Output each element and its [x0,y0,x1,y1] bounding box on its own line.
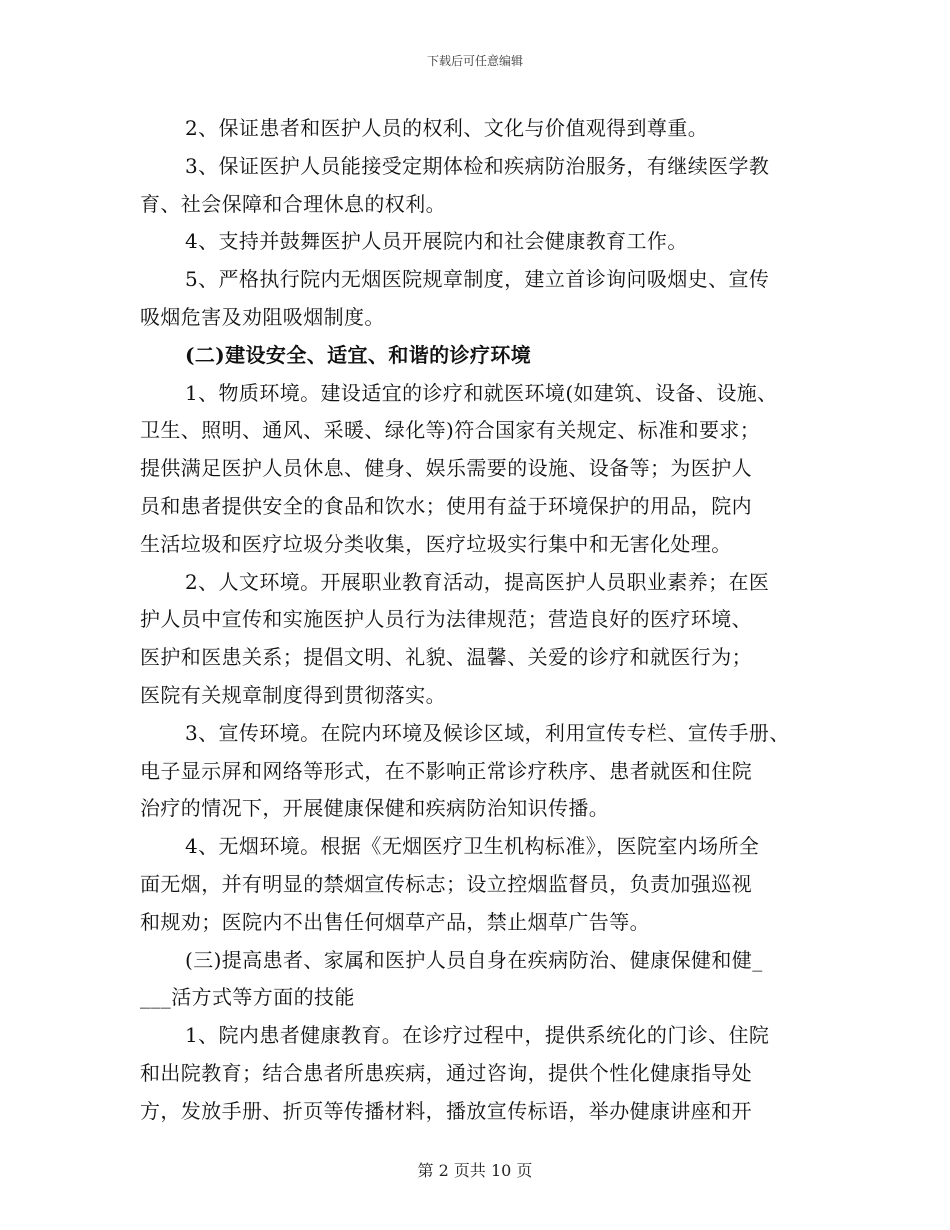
heading-line: ___活方式等方面的技能 [140,985,355,1010]
text-line: 医院有关规章制度得到贯彻落实。 [140,682,446,707]
text-line: 2、保证患者和医护人员的权利、文化与价值观得到尊重。 [185,116,709,140]
section-heading-3 [140,942,820,1018]
text-line: 4、支持并鼓舞医护人员开展院内和社会健康教育工作。 [185,229,688,254]
text-line: 2、人文环境。开展职业教育活动，提高医护人员职业素养；在医 [185,569,770,594]
text-line: 3、宣传环境。在院内环境及候诊区域，利用宣传专栏、宣传手册、 [185,720,790,745]
paragraph-material-environment [140,375,820,564]
text-line: 1、物质环境。建设适宜的诊疗和就医环境(如建筑、设备、设施、 [185,380,778,405]
paragraph-smoke-free-environment [140,828,820,941]
paragraph-humanistic-environment [140,564,820,715]
text-line: 面无烟，并有明显的禁烟宣传标志；设立控烟监督员，负责加强巡视 [140,871,752,896]
page-number: 第 2 页共 10 页 [417,1161,533,1180]
text-line: 4、无烟环境。根据《无烟医疗卫生机构标准》，医院室内场所全 [185,834,760,859]
paragraph-item-5 [140,261,820,337]
text-line: 和出院教育；结合患者所患疾病，通过咨询，提供个性化健康指导处 [140,1060,752,1085]
text-line: 3、保证医护人员能接受定期体检和疾病防治服务，有继续医学教 [185,153,770,178]
text-line: 和规劝；医院内不出售任何烟草产品，禁止烟草广告等。 [140,909,650,934]
text-line: 5、严格执行院内无烟医院规章制度，建立首诊询问吸烟史、宣传 [185,267,770,292]
paragraph-item-3 [140,148,820,224]
paragraph-inpatient-health-education [140,1017,820,1130]
paragraph-item-2 [140,110,820,148]
text-line: 治疗的情况下，开展健康保健和疾病防治知识传播。 [140,796,610,821]
text-line: 提供满足医护人员休息、健身、娱乐需要的设施、设备等；为医护人 [140,456,752,481]
text-line: 卫生、照明、通风、采暖、绿化等)符合国家有关规定、标准和要求； [140,418,761,443]
text-line: 员和患者提供安全的食品和饮水；使用有益于环境保护的用品，院内 [140,493,752,518]
text-line: 电子显示屏和网络等形式，在不影响正常诊疗秩序、患者就医和住院 [140,758,752,783]
text-line: 医护和医患关系；提倡文明、礼貌、温馨、关爱的诊疗和就医行为； [140,645,752,670]
text-line: 育、社会保障和合理休息的权利。 [140,191,446,216]
text-line: 生活垃圾和医疗垃圾分类收集，医疗垃圾实行集中和无害化处理。 [140,531,732,556]
text-line: 方，发放手册、折页等传播材料，播放宣传标语，举办健康讲座和开 [140,1098,752,1123]
heading-line: (三)提高患者、家属和医护人员自身在疾病防治、健康保健和健_ [185,947,763,972]
document-body [140,110,820,1131]
text-line: 护人员中宣传和实施医护人员行为法律规范；营造良好的医疗环境、 [140,607,752,632]
section-heading-2 [140,337,820,375]
text-line: 吸烟危害及劝阻吸烟制度。 [140,304,385,329]
paragraph-publicity-environment [140,715,820,828]
heading-line: (二)建设安全、适宜、和谐的诊疗环境 [185,342,532,367]
paragraph-item-4 [140,223,820,261]
page-header: 下载后可任意编辑 [426,54,523,68]
text-line: 1、院内患者健康教育。在诊疗过程中，提供系统化的门诊、住院 [185,1023,770,1048]
